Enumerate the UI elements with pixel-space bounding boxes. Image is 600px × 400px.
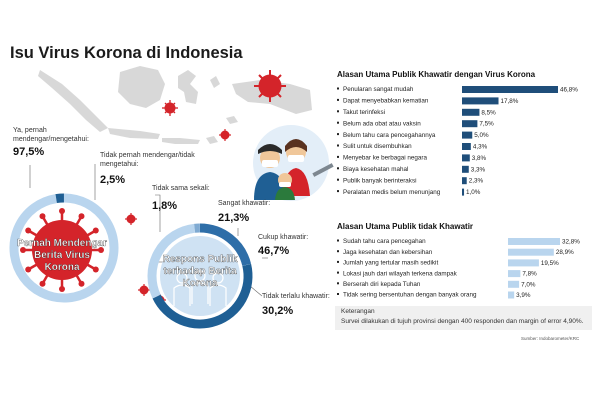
not-worry-category-label: Berserah diri kepada Tuhan bbox=[343, 281, 421, 288]
worry-bar-chart bbox=[335, 84, 590, 206]
bullet-icon bbox=[337, 179, 339, 181]
not-worry-panel-title: Alasan Utama Publik tidak Khawatir bbox=[337, 222, 474, 231]
heard-no-label: Tidak pernah mendengar/tidak mengetahui: bbox=[100, 152, 195, 168]
heard-donut-chart bbox=[0, 188, 160, 318]
worry-category-label: Dapat menyebabkan kematian bbox=[343, 97, 429, 105]
virus-spike-tip bbox=[79, 213, 85, 219]
bullet-icon bbox=[337, 240, 339, 242]
worry-value-label: 17,8% bbox=[500, 97, 519, 105]
response-fairly-label: Cukup khawatir: bbox=[258, 234, 309, 241]
bullet-icon bbox=[337, 122, 339, 124]
worry-bar bbox=[462, 177, 467, 184]
worry-category-label: Sulit untuk disembuhkan bbox=[343, 143, 412, 151]
worry-value-label: 5,0% bbox=[474, 132, 489, 140]
worry-category-label: Belum ada obat atau vaksin bbox=[343, 120, 421, 128]
worry-bar bbox=[462, 154, 470, 161]
bullet-icon bbox=[337, 272, 339, 274]
response-not-at-all-label: Tidak sama sekali: bbox=[152, 185, 210, 192]
worry-bar bbox=[462, 86, 558, 93]
not-worry-value-label: 28,9% bbox=[555, 249, 574, 257]
not-worry-value-label: 7,8% bbox=[522, 270, 537, 278]
bullet-icon bbox=[337, 133, 339, 135]
note-heading: Keterangan bbox=[341, 308, 375, 315]
source-text: Sumber: Indobarometer/KRC bbox=[521, 336, 580, 341]
response-circle-title: Korona bbox=[182, 278, 218, 289]
heard-circle-title: Pernah Mendengar bbox=[16, 238, 108, 249]
bullet-icon bbox=[337, 261, 339, 263]
worry-bar bbox=[462, 120, 477, 127]
response-donut-chart bbox=[142, 222, 262, 332]
family-masks-illustration-icon bbox=[253, 125, 334, 201]
not-worry-value-label: 19,5% bbox=[540, 259, 559, 267]
note-text: Survei dilakukan di tujuh provinsi dengan 400 responden dan margin of error 4,90%. bbox=[341, 318, 584, 325]
bullet-icon bbox=[337, 110, 339, 112]
virus-spike-tip bbox=[40, 213, 46, 219]
virus-spike-tip bbox=[40, 281, 46, 287]
not-worry-category-label: Tidak sering bersentuhan dengan banyak orang bbox=[343, 291, 477, 299]
response-not-too-value: 30,2% bbox=[262, 305, 294, 317]
worry-value-label: 2,3% bbox=[468, 177, 484, 185]
response-not-at-all-value: 1,8% bbox=[152, 200, 178, 212]
not-worry-bar-chart bbox=[335, 236, 590, 306]
not-worry-category-label: Jumlah yang tertular masih sedikit bbox=[343, 259, 439, 267]
bullet-icon bbox=[337, 250, 339, 252]
virus-icon bbox=[162, 100, 178, 116]
note-box bbox=[335, 306, 592, 330]
heard-no-value: 2,5% bbox=[100, 174, 126, 186]
response-very-label: Sangat khawatir: bbox=[218, 200, 271, 207]
page-title: Isu Virus Korona di Indonesia bbox=[10, 44, 243, 62]
bullet-icon bbox=[337, 282, 339, 284]
worry-category-label: Belum tahu cara pencegahannya bbox=[343, 131, 436, 139]
response-very-value: 21,3% bbox=[218, 212, 250, 224]
not-worry-bar bbox=[508, 270, 520, 277]
response-fairly-value: 46,7% bbox=[258, 245, 290, 257]
worry-category-label: Publik banyak berinteraksi bbox=[343, 177, 417, 185]
worry-value-label: 1,0% bbox=[466, 189, 481, 197]
worry-bar bbox=[462, 132, 472, 139]
response-not-too-label: Tidak terlalu khawatir: bbox=[262, 293, 330, 300]
not-worry-bar bbox=[508, 249, 554, 256]
virus-spike-tip bbox=[93, 228, 99, 234]
worry-value-label: 8,5% bbox=[481, 109, 496, 117]
virus-spike-tip bbox=[59, 208, 65, 214]
response-circle-title: terhadap Berita bbox=[163, 266, 237, 277]
worry-category-label: Biaya kesehatan mahal bbox=[343, 166, 409, 173]
not-worry-bar bbox=[508, 238, 560, 245]
worry-value-label: 4,3% bbox=[472, 143, 488, 151]
bullet-icon bbox=[337, 190, 339, 192]
bullet-icon bbox=[337, 167, 339, 169]
worry-bar bbox=[462, 109, 479, 116]
worry-bar bbox=[462, 143, 471, 150]
worry-bar bbox=[462, 166, 469, 173]
bullet-icon bbox=[337, 156, 339, 158]
not-worry-value-label: 3,9% bbox=[516, 292, 531, 299]
not-worry-value-label: 7,0% bbox=[521, 281, 536, 289]
not-worry-value-label: 32,8% bbox=[562, 238, 580, 246]
heard-circle-title: Korona bbox=[44, 262, 80, 273]
worry-bar bbox=[462, 97, 499, 104]
bullet-icon bbox=[337, 88, 339, 90]
not-worry-category-label: Jaga kesehatan dan kebersihan bbox=[343, 248, 433, 256]
donut-slice bbox=[56, 198, 64, 199]
virus-spike-tip bbox=[25, 228, 31, 234]
not-worry-category-label: Lokasi jauh dari wilayah terkena dampak bbox=[343, 270, 457, 278]
not-worry-category-label: Sudah tahu cara pencegahan bbox=[343, 238, 426, 246]
worry-bar bbox=[462, 189, 464, 196]
heard-yes-label: Ya, pernah mendengar/mengetahui: bbox=[13, 127, 89, 143]
virus-spike-tip bbox=[25, 267, 31, 273]
not-worry-bar bbox=[508, 292, 514, 299]
worry-category-label: Peralatan medis belum menunjang bbox=[343, 188, 441, 196]
bullet-icon bbox=[337, 293, 339, 295]
worry-category-label: Menyebar ke berbagai negara bbox=[343, 154, 428, 162]
worry-value-label: 7,5% bbox=[479, 120, 494, 128]
worry-category-label: Takut terinfeksi bbox=[343, 109, 385, 116]
heard-yes-value: 97,5% bbox=[13, 146, 45, 158]
virus-icon bbox=[219, 129, 231, 141]
worry-panel-title: Alasan Utama Publik Khawatir dengan Virus Korona bbox=[337, 70, 536, 79]
not-worry-bar bbox=[508, 281, 519, 288]
response-circle-title: Respons Publik bbox=[162, 254, 238, 265]
virus-spike-tip bbox=[59, 286, 65, 292]
bullet-icon bbox=[337, 99, 339, 101]
bullet-icon bbox=[337, 145, 339, 147]
virus-spike-tip bbox=[93, 267, 99, 273]
worry-value-label: 3,8% bbox=[471, 154, 487, 162]
virus-spike-tip bbox=[79, 281, 85, 287]
worry-value-label: 3,3% bbox=[470, 166, 486, 174]
not-worry-bar bbox=[508, 259, 539, 266]
worry-value-label: 46,8% bbox=[560, 86, 578, 94]
worry-category-label: Penularan sangat mudah bbox=[343, 86, 414, 94]
heard-circle-title: Berita Virus bbox=[34, 250, 90, 261]
